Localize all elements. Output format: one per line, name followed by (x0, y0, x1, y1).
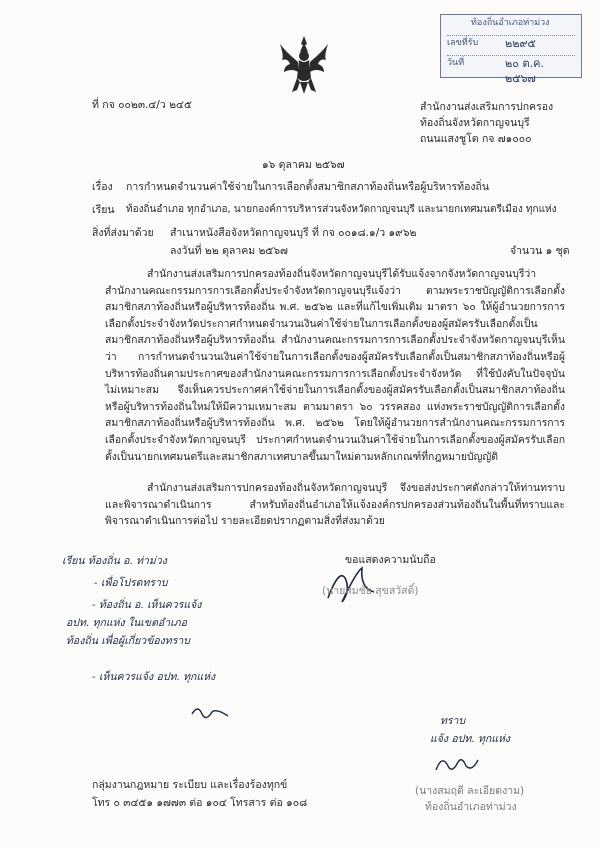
stamp-date-row (447, 57, 575, 85)
body-paragraph-1: สำนักงานส่งเสริมการปกครองท้องถิ่นจังหวัดกาญจนบุรีได้รับแจ้งจากจังหวัดกาญจนบุรีว่า สำนักงานคณะกรรมการการเลือกตั้งประจำจังหวัดกาญจนบุรีแจ้งว่า ตามพระราชบัญญัติการเลือกตั้งสมาชิกสภาท้องถิ่นหรือผู้บริหารท้องถิ่น พ.ศ. ๒๕๖๒ และที่แก้ไขเพิ่มเติม มาตรา ๖๐ ให้ผู้อำนวยการการเลือกตั้งประจำจังหวัดประกาศกำหนดจำนวนเงินค่าใช้จ่ายในการเลือกตั้งของผู้สมัครรับเลือกตั้งเป็นสมาชิกสภาท้องถิ่นหรือผู้บริหารท้องถิ่น สำนักงานคณะกรรมการการเลือกตั้งประจำจังหวัดกาญจนบุรีเห็นว่า การกำหนดจำนวนเงินค่าใช้จ่ายในการเลือกตั้งของผู้สมัครรับเลือกตั้งเป็นสมาชิกสภาท้องถิ่นหรือผู้บริหารท้องถิ่นตามประกาศของสำนักงานคณะกรรมการการเลือกตั้งประจำจังหวัด ที่ใช้บังคับในปัจจุบันไม่เหมาะสม จึงเห็นควรประกาศค่าใช้จ่ายในการเลือกตั้งของผู้สมัครรับเลือกตั้งเป็นสมาชิกสภาท้องถิ่นหรือผู้บริหารท้องถิ่นใหม่ให้มีความเหมาะสม ตามมาตรา ๖๐ วรรคสอง แห่งพระราชบัญญัติการเลือกตั้งสมาชิกสภาท้องถิ่นหรือผู้บริหารท้องถิ่น พ.ศ. ๒๕๖๒ โดยให้ผู้อำนวยการสำนักงานคณะกรรมการการเลือกตั้งประจำจังหวัดกาญจนบุรี ประกาศกำหนดจำนวนเงินค่าใช้จ่ายในการเลือกตั้งของผู้สมัครรับเลือกตั้งเป็นนายกเทศมนตรีและสมาชิกสภาเทศบาลขึ้นมาใหม่ตามหลักเกณฑ์ที่กฎหมายบัญญัติ (105, 268, 565, 463)
handwritten-note-7: ทราบ (440, 715, 466, 727)
sender-address-line-1: สำนักงานส่งเสริมการปกครอง (420, 101, 554, 113)
stamp-number-label: เลขที่รับ (447, 38, 479, 48)
attachment-date: ลงวันที่ ๒๒ ตุลาคม ๒๕๖๗ (170, 245, 288, 257)
signature-icon (432, 752, 482, 778)
handwritten-note-5: ท้องถิ่น เพื่อผู้เกี่ยวข้องทราบ (66, 635, 190, 647)
handwritten-note-6: - เห็นควรแจ้ง อปท. ทุกแห่ง (92, 671, 216, 683)
sender-address-line-2: ท้องถิ่นจังหวัดกาญจนบุรี (420, 117, 530, 129)
sender-address-line-3: ถนนแสงชูโต กจ ๗๑๐๐๐ (420, 133, 532, 145)
handwritten-note-4: อปท. ทุกแห่ง ในเขตอำเภอ (66, 617, 187, 629)
document-date: ๑๖ ตุลาคม ๒๕๖๗ (262, 159, 345, 171)
footer-phone: โทร ๐ ๓๔๕๑ ๑๗๗๓ ต่อ ๑๐๔ โทรสาร ต่อ ๑๐๘ (92, 797, 308, 809)
document-number: ที่ กจ ๐๐๒๓.๔/ว ๒๔๕ (92, 99, 192, 111)
footer-department: กลุ่มงานกฎหมาย ระเบียบ และเรื่องร้องทุกข์ (92, 779, 288, 791)
stamp-office-row (447, 17, 575, 36)
stamp-number-row (447, 37, 575, 56)
signature-icon (190, 704, 230, 724)
handwritten-note-3: - ท้องถิ่น อ. เห็นควรแจ้ง (92, 599, 202, 611)
stamp-number-value: ๒๒๙๕ (505, 37, 536, 50)
handwritten-note-8: แจ้ง อปท. ทุกแห่ง (430, 733, 511, 745)
body-paragraph-2: สำนักงานส่งเสริมการปกครองท้องถิ่นจังหวัดกาญจนบุรี จึงขอส่งประกาศดังกล่าวให้ท่านทราบและพิจารณาดำเนินการ สำหรับท้องถิ่นอำเภอให้แจ้งองค์กรปกครองส่วนท้องถิ่นในพื้นที่ทราบและพิจารณาดำเนินการต่อไป รายละเอียดปรากฏตามสิ่งที่ส่งมาด้วย (105, 482, 565, 528)
subject-text: การกำหนดจำนวนค่าใช้จ่ายในการเลือกตั้งสมาชิกสภาท้องถิ่นหรือผู้บริหารท้องถิ่น (126, 181, 490, 193)
garuda-emblem-icon (278, 34, 330, 96)
handwritten-note-2: - เพื่อโปรดทราบ (94, 577, 168, 589)
local-official-name: (นางสมฤดี ละเอียดงาม) (415, 785, 525, 797)
attachment-count: จำนวน ๑ ชุด (510, 245, 570, 257)
recipient-text: ท้องถิ่นอำเภอ ทุกอำเภอ, นายกองค์การบริหารส่วนจังหวัดกาญจนบุรี และนายกเทศมนตรีเมือง ทุกแห่ง (126, 204, 557, 215)
stamp-date-label: วันที่ (447, 58, 465, 68)
closing-phrase: ขอแสดงความนับถือ (345, 554, 436, 566)
local-official-title: ท้องถิ่นอำเภอท่าม่วง (425, 801, 517, 813)
subject-label: เรื่อง (92, 181, 113, 193)
stamp-office: ท้องถิ่นอำเภอท่าม่วง (471, 18, 550, 28)
recipient-label: เรียน (92, 204, 115, 216)
stamp-date-value: ๒๐ ต.ค. ๒๕๖๗ (505, 57, 544, 85)
signer-name: (นายสมชัย สุขสวัสดิ์) (322, 585, 419, 597)
handwritten-note-1: เรียน ท้องถิ่น อ. ท่าม่วง (62, 555, 167, 567)
receipt-stamp (440, 14, 582, 85)
attachment-text: สำเนาหนังสือจังหวัดกาญจนบุรี ที่ กจ ๐๐๑๘.๑/ว ๑๙๖๒ (170, 227, 417, 239)
attachment-label: สิ่งที่ส่งมาด้วย (92, 227, 154, 239)
